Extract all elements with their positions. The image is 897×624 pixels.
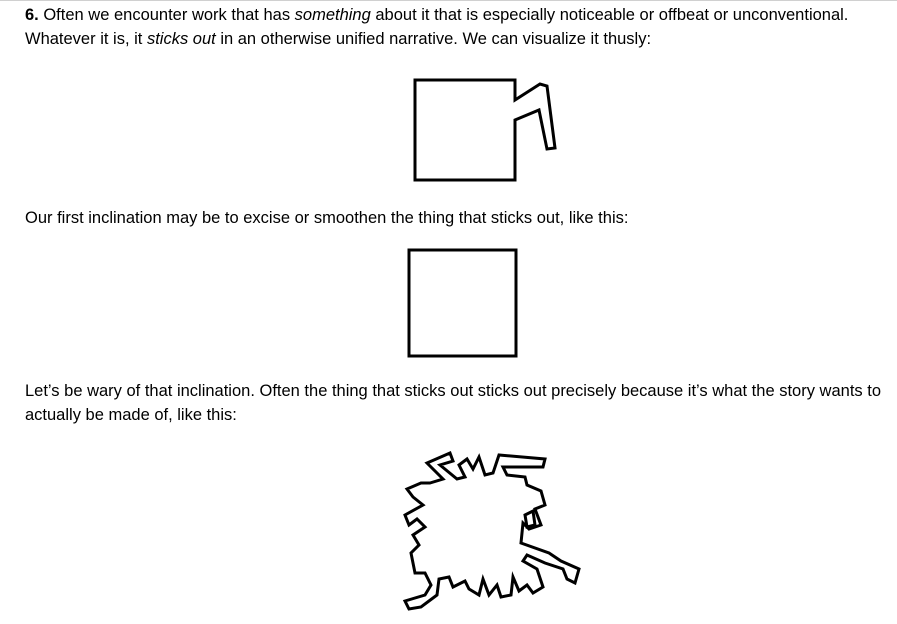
top-divider <box>0 0 897 1</box>
paragraph-wary: Let’s be wary of that inclination. Often the thing that sticks out sticks out precisely because it’s what the story wants to actually be made of, like this: <box>25 382 881 424</box>
square-with-protrusion-figure <box>400 70 570 190</box>
item-number: 6. <box>25 6 39 24</box>
square-with-protrusion-outline <box>415 80 555 180</box>
spiky-square-outline <box>405 453 579 609</box>
paragraph-6-text-b: about it that is especially noticeable or offbeat or unconventional. Whatever it is, it <box>25 6 849 48</box>
emphasis-sticks-out: sticks out <box>146 30 216 48</box>
paragraph-6-text-a: Often we encounter work that has <box>38 6 295 24</box>
spiky-square-figure <box>395 445 595 620</box>
paragraph-6 <box>25 3 885 51</box>
spiky-square-inner-detail <box>525 511 535 527</box>
paragraph-6-text-c: in an otherwise unified narrative. We can visualize it thusly: <box>215 30 652 48</box>
smoothed-square-figure <box>400 242 530 362</box>
emphasis-something: something <box>294 6 371 24</box>
smoothed-square-outline <box>409 250 516 356</box>
paragraph-inclination: Our first inclination may be to excise or smoothen the thing that sticks out, like this: <box>25 209 629 227</box>
